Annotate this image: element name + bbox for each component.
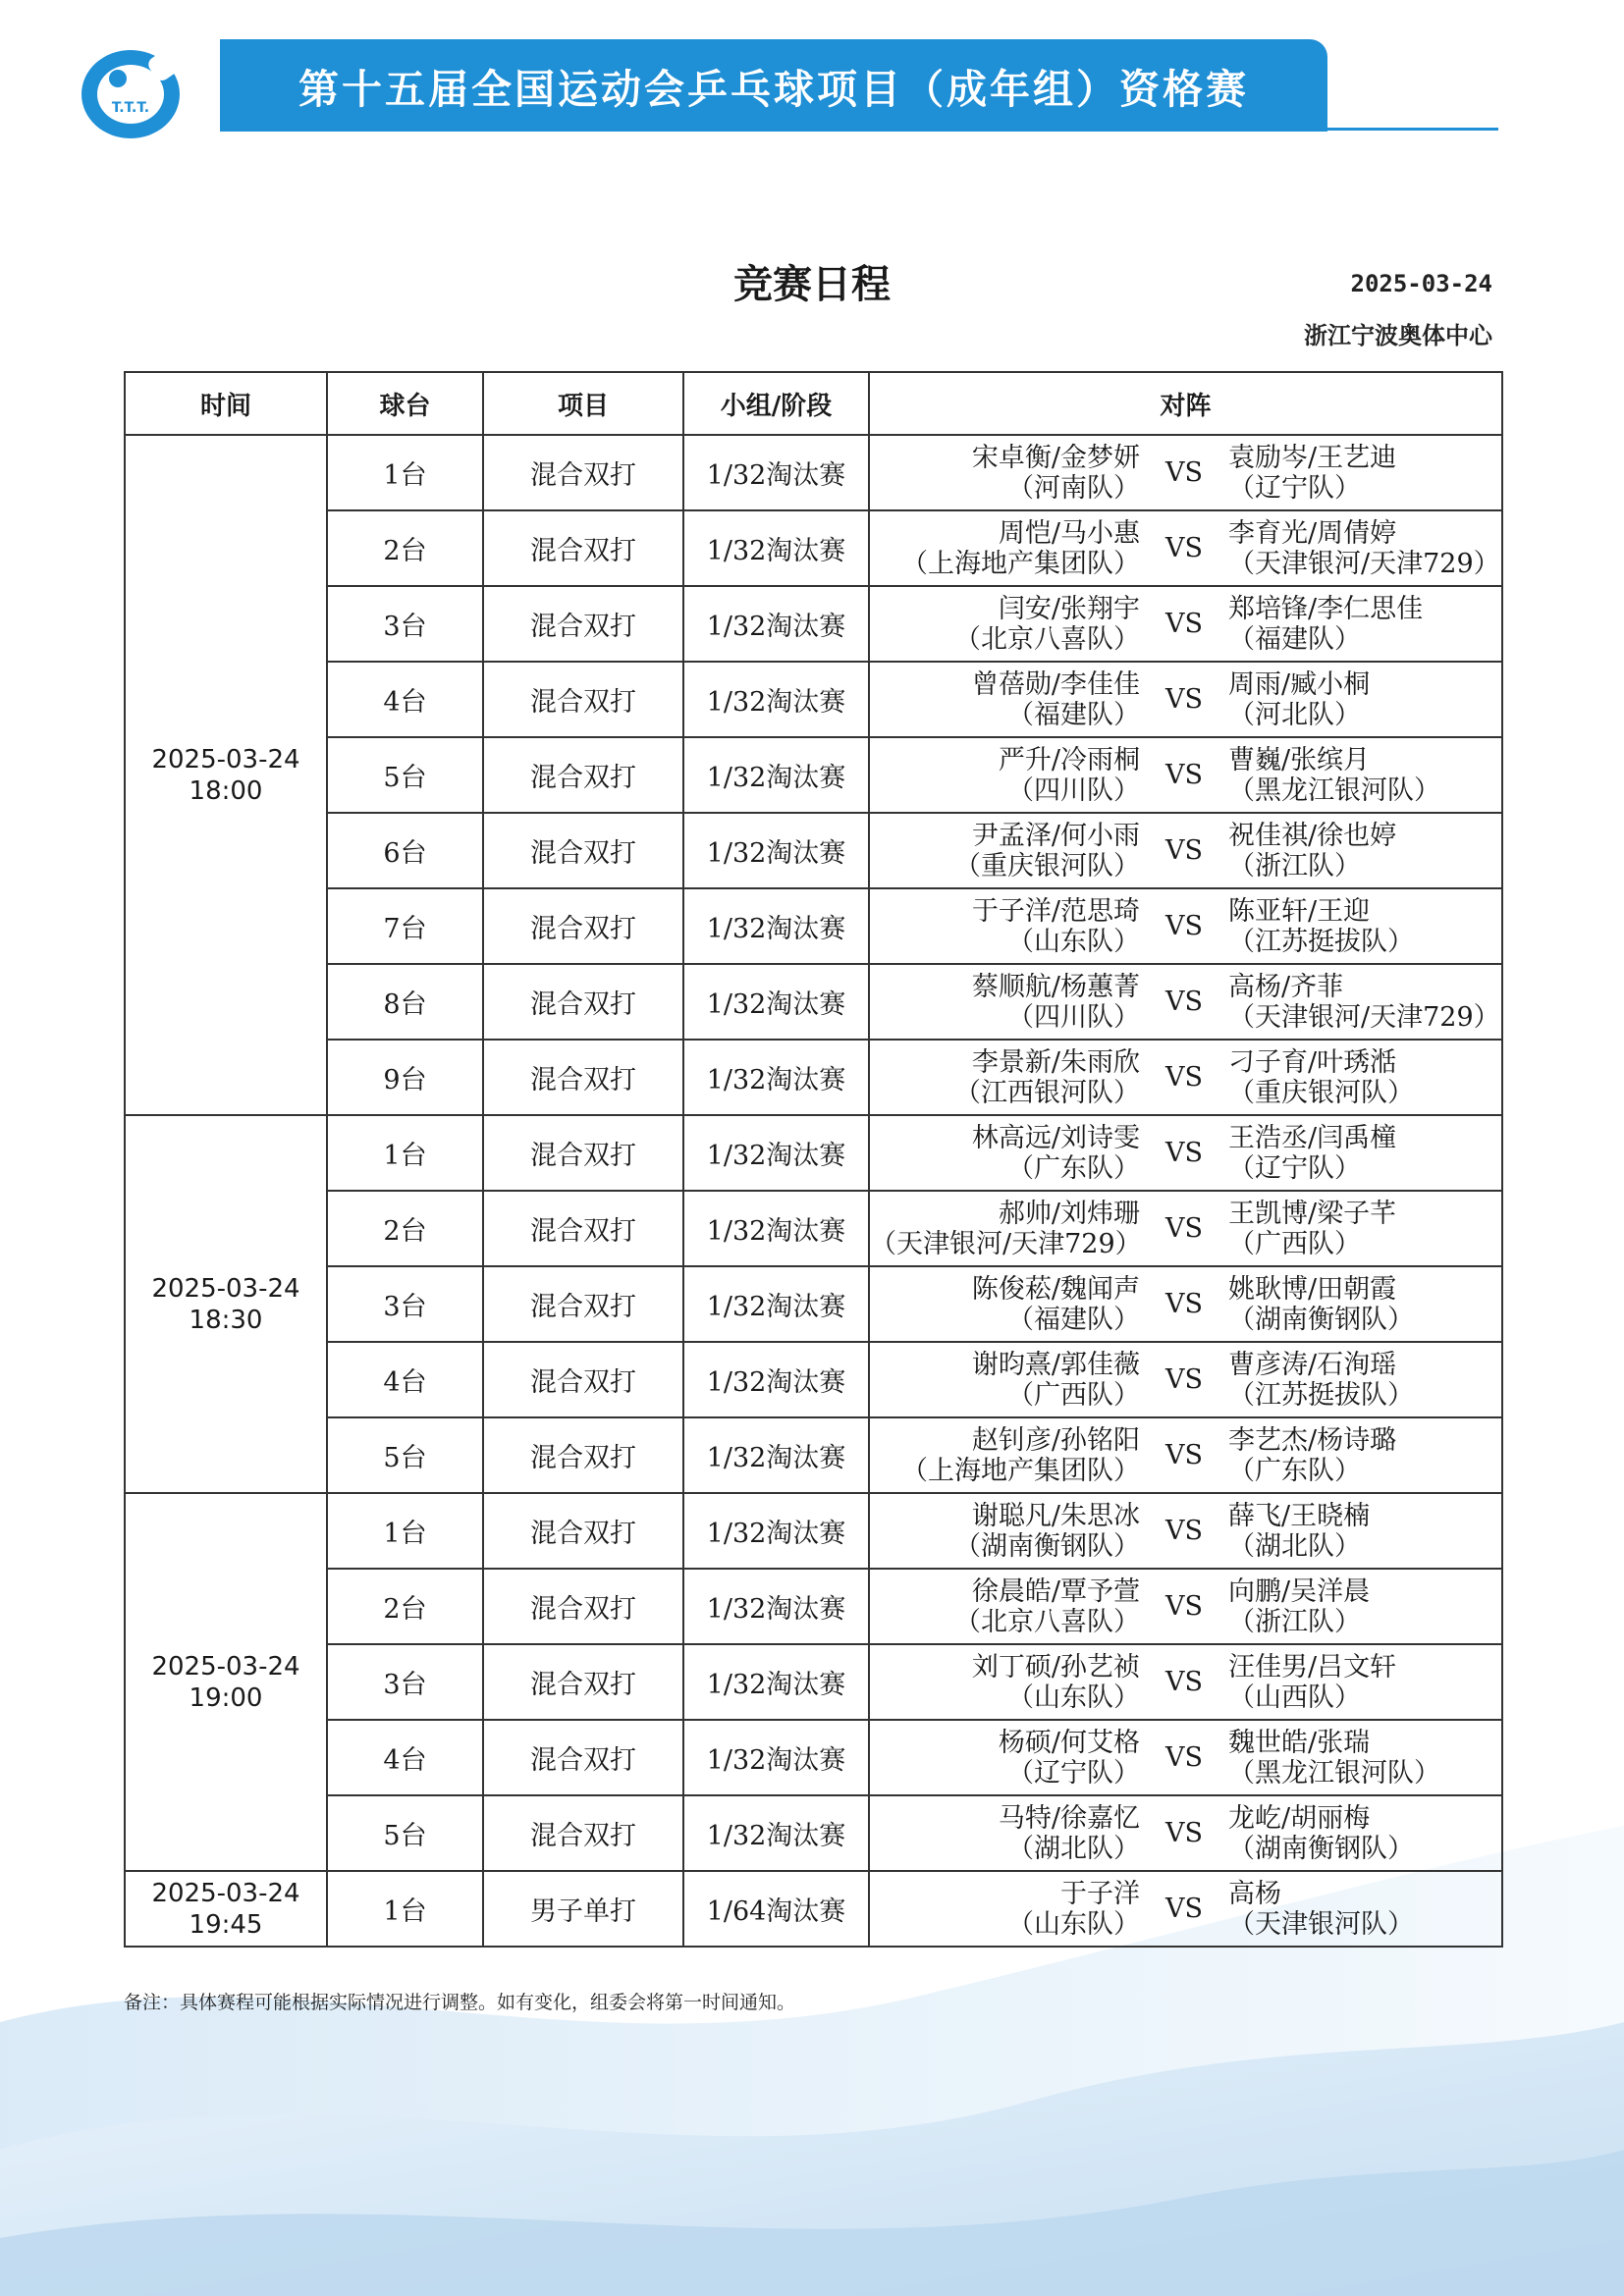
event-cell: 混合双打 [483,737,683,813]
matchup-cell [869,1417,1502,1493]
side-b-team: （湖北队） [1228,1530,1361,1562]
table-row [125,888,1502,964]
side-a-team: （河南队） [1007,472,1140,504]
table-number-cell: 5台 [327,1795,483,1871]
table-row [125,1115,1502,1191]
session-date: 2025-03-24 [151,1878,300,1908]
vs-label: VS [1165,760,1203,790]
event-cell: 混合双打 [483,1720,683,1795]
vs-label: VS [1165,911,1203,941]
table-number-cell: 8台 [327,964,483,1040]
table-row [125,1569,1502,1644]
schedule-table [124,371,1503,1948]
table-row [125,964,1502,1040]
table-number-cell: 1台 [327,1871,483,1947]
side-a-team: （重庆银河队） [954,850,1140,881]
table-number-cell: 4台 [327,1342,483,1417]
table-row [125,1871,1502,1947]
side-a [870,518,1140,579]
side-a [870,1652,1140,1713]
session-time-cell [125,435,327,1115]
stage-cell: 1/32淘汰赛 [683,1569,869,1644]
stage-cell: 1/32淘汰赛 [683,1342,869,1417]
stage-cell: 1/32淘汰赛 [683,1266,869,1342]
side-a [870,1501,1140,1562]
side-a [870,972,1140,1033]
event-cell: 混合双打 [483,1417,683,1493]
side-b [1228,1425,1501,1486]
side-b-team: （山西队） [1228,1682,1361,1713]
side-a-players: 赵钊彦/孙铭阳 [971,1424,1140,1456]
table-number-cell: 2台 [327,1191,483,1266]
side-b-players: 郑培锋/李仁思佳 [1228,593,1424,624]
side-a-team: （山东队） [1007,1682,1140,1713]
table-row [125,1795,1502,1871]
session-date: 2025-03-24 [151,1651,300,1682]
event-cell: 混合双打 [483,1644,683,1720]
table-number-cell: 6台 [327,813,483,888]
event-cell: 混合双打 [483,1493,683,1569]
session-date: 2025-03-24 [151,1273,300,1304]
session-time: 18:30 [189,1305,263,1335]
vs-label: VS [1165,1591,1203,1622]
stage-cell: 1/32淘汰赛 [683,1720,869,1795]
side-a-players: 曾蓓勋/李佳佳 [971,668,1140,700]
side-b [1228,821,1501,881]
column-header: 时间 [125,372,327,435]
matchup-cell [869,1644,1502,1720]
document-title: 竞赛日程 [733,262,891,307]
side-b-players: 高杨/齐菲 [1228,971,1344,1002]
side-b-team: （浙江队） [1228,850,1361,881]
matchup-cell [869,964,1502,1040]
stage-cell: 1/32淘汰赛 [683,964,869,1040]
matchup-cell [869,435,1502,510]
table-row [125,1191,1502,1266]
matchup [870,1494,1501,1568]
side-a-team: （广西队） [1007,1379,1140,1411]
stage-cell: 1/32淘汰赛 [683,1493,869,1569]
vs-label: VS [1165,533,1203,563]
matchup [870,1343,1501,1416]
side-a-team: （广东队） [1007,1152,1140,1184]
matchup [870,436,1501,509]
matchup [870,1041,1501,1114]
side-a [870,745,1140,806]
side-a [870,1425,1140,1486]
side-a [870,1728,1140,1789]
side-b [1228,1803,1501,1864]
schedule-body [125,435,1502,1947]
side-a-players: 谢昀熹/郭佳薇 [971,1349,1140,1380]
event-cell: 混合双打 [483,1191,683,1266]
svg-text:T.T.T.: T.T.T. [111,100,150,116]
vs-label: VS [1165,1818,1203,1848]
table-number-cell: 9台 [327,1040,483,1115]
side-b-players: 向鹏/吴洋晨 [1228,1575,1371,1607]
column-header: 项目 [483,372,683,435]
side-b [1228,518,1501,579]
vs-label: VS [1165,1138,1203,1168]
side-a [870,1879,1140,1940]
side-b-players: 祝佳祺/徐也婷 [1228,820,1397,851]
side-b-players: 刁子育/叶琇湉 [1228,1046,1397,1078]
matchup [870,1570,1501,1643]
matchup-cell [869,1115,1502,1191]
side-a-players: 刘丁硕/孙艺祯 [971,1651,1140,1682]
side-b-team: （辽宁队） [1228,1152,1361,1184]
matchup-cell [869,662,1502,737]
side-a-team: （北京八喜队） [954,623,1140,655]
side-a-players: 林高远/刘诗雯 [971,1122,1140,1153]
side-b-players: 王浩丞/闫禹橦 [1228,1122,1397,1153]
vs-label: VS [1165,835,1203,866]
matchup-cell [869,1342,1502,1417]
side-a-team: （四川队） [1007,1001,1140,1033]
side-b-team: （重庆银河队） [1228,1077,1414,1108]
vs-label: VS [1165,1667,1203,1697]
event-cell: 混合双打 [483,586,683,662]
vs-label: VS [1165,1289,1203,1319]
event-cell: 混合双打 [483,1342,683,1417]
column-header: 小组/阶段 [683,372,869,435]
vs-label: VS [1165,1894,1203,1924]
side-b-team: （天津银河/天津729） [1228,548,1500,579]
side-b-players: 陈亚轩/王迎 [1228,895,1371,927]
table-row [125,435,1502,510]
matchup [870,1796,1501,1870]
side-b [1228,1274,1501,1335]
matchup-cell [869,1569,1502,1644]
side-b-team: （天津银河/天津729） [1228,1001,1500,1033]
table-number-cell: 2台 [327,510,483,586]
session-time-cell [125,1871,327,1947]
side-b [1228,669,1501,730]
side-b [1228,1123,1501,1184]
table-number-cell: 1台 [327,1493,483,1569]
table-number-cell: 5台 [327,737,483,813]
side-a-players: 陈俊菘/魏闻声 [971,1273,1140,1305]
vs-label: VS [1165,987,1203,1017]
document-venue: 浙江宁波奥体中心 [1304,322,1492,349]
side-b [1228,1350,1501,1411]
side-a-players: 宋卓衡/金梦妍 [971,442,1140,473]
side-a [870,1576,1140,1637]
side-b [1228,896,1501,957]
matchup-cell [869,510,1502,586]
side-b-team: （湖南衡钢队） [1228,1304,1414,1335]
table-row [125,737,1502,813]
table-header-row [125,372,1502,435]
side-a-players: 闫安/张翔宇 [998,593,1140,624]
side-a-team: （辽宁队） [1007,1757,1140,1789]
side-a [870,594,1140,655]
stage-cell: 1/32淘汰赛 [683,435,869,510]
side-b-players: 王凯博/梁子芊 [1228,1198,1397,1229]
matchup-cell [869,737,1502,813]
side-a-team: （天津银河/天津729） [870,1228,1142,1259]
side-a [870,1274,1140,1335]
side-a-team: （湖南衡钢队） [954,1530,1140,1562]
table-number-cell: 4台 [327,1720,483,1795]
vs-label: VS [1165,457,1203,488]
side-a-players: 李景新/朱雨欣 [971,1046,1140,1078]
vs-label: VS [1165,1364,1203,1395]
vs-label: VS [1165,1062,1203,1093]
table-number-cell: 4台 [327,662,483,737]
side-b-team: （湖南衡钢队） [1228,1833,1414,1864]
side-b [1228,745,1501,806]
side-a-players: 马特/徐嘉忆 [998,1802,1140,1834]
matchup-cell [869,586,1502,662]
side-a-team: （山东队） [1007,1908,1140,1940]
event-cell: 混合双打 [483,964,683,1040]
side-a [870,1199,1140,1259]
stage-cell: 1/32淘汰赛 [683,586,869,662]
side-b-players: 曹彦涛/石洵瑶 [1228,1349,1397,1380]
side-b-team: （河北队） [1228,699,1361,730]
side-a-team: （上海地产集团队） [901,1455,1140,1486]
table-number-cell: 3台 [327,1644,483,1720]
side-a-players: 蔡顺航/杨蕙菁 [971,971,1140,1002]
matchup-cell [869,1795,1502,1871]
table-row [125,813,1502,888]
event-cell: 混合双打 [483,1569,683,1644]
side-a-team: （福建队） [1007,699,1140,730]
event-cell: 混合双打 [483,813,683,888]
event-cell: 混合双打 [483,662,683,737]
side-a [870,1803,1140,1864]
side-b-team: （天津银河队） [1228,1908,1414,1940]
table-row [125,1266,1502,1342]
matchup-cell [869,813,1502,888]
side-a-team: （上海地产集团队） [901,548,1140,579]
side-a-team: （福建队） [1007,1304,1140,1335]
table-number-cell: 7台 [327,888,483,964]
vs-label: VS [1165,609,1203,639]
side-b-players: 李育光/周倩婷 [1228,517,1397,549]
matchup [870,1418,1501,1492]
table-number-cell: 1台 [327,1115,483,1191]
stage-cell: 1/32淘汰赛 [683,1115,869,1191]
side-a [870,1123,1140,1184]
side-b [1228,1652,1501,1713]
side-b-players: 袁励岑/王艺迪 [1228,442,1397,473]
table-number-cell: 5台 [327,1417,483,1493]
side-b-team: （江苏挺拔队） [1228,926,1414,957]
table-number-cell: 3台 [327,586,483,662]
side-a-team: （四川队） [1007,774,1140,806]
event-cell: 混合双打 [483,1795,683,1871]
matchup [870,965,1501,1039]
matchup [870,738,1501,812]
side-a-team: （北京八喜队） [954,1606,1140,1637]
side-b-team: （辽宁队） [1228,472,1361,504]
table-row [125,1493,1502,1569]
event-cell: 混合双打 [483,888,683,964]
stage-cell: 1/32淘汰赛 [683,510,869,586]
vs-label: VS [1165,1742,1203,1773]
side-a-players: 于子洋 [1060,1878,1140,1909]
table-row [125,1720,1502,1795]
stage-cell: 1/32淘汰赛 [683,1191,869,1266]
stage-cell: 1/32淘汰赛 [683,1040,869,1115]
header-title: 第十五届全国运动会乒乓球项目（成年组）资格赛 [298,65,1249,113]
table-row [125,1342,1502,1417]
side-a-players: 严升/冷雨桐 [998,744,1140,775]
side-b-players: 周雨/臧小桐 [1228,668,1371,700]
side-b-team: （黑龙江银河队） [1228,774,1440,806]
table-tennis-logo-icon [79,43,192,141]
side-a-players: 周恺/马小惠 [998,517,1140,549]
matchup [870,814,1501,887]
column-header: 球台 [327,372,483,435]
matchup-cell [869,1191,1502,1266]
matchup [870,1192,1501,1265]
event-cell: 混合双打 [483,1115,683,1191]
matchup [870,511,1501,585]
side-a-players: 徐晨皓/覃予萱 [971,1575,1140,1607]
table-row [125,662,1502,737]
side-b [1228,1501,1501,1562]
table-number-cell: 2台 [327,1569,483,1644]
table-row [125,510,1502,586]
vs-label: VS [1165,684,1203,715]
matchup [870,889,1501,963]
side-b [1228,1047,1501,1108]
side-b [1228,1879,1501,1940]
stage-cell: 1/32淘汰赛 [683,737,869,813]
side-a [870,1350,1140,1411]
side-b-players: 薛飞/王晓楠 [1228,1500,1371,1531]
side-b-team: （江苏挺拔队） [1228,1379,1414,1411]
matchup-cell [869,1871,1502,1947]
side-b [1228,1199,1501,1259]
document-date: 2025-03-24 [1350,270,1492,297]
session-time-cell [125,1115,327,1493]
table-number-cell: 3台 [327,1266,483,1342]
stage-cell: 1/32淘汰赛 [683,662,869,737]
matchup-cell [869,1040,1502,1115]
event-cell: 混合双打 [483,1040,683,1115]
side-a-team: （湖北队） [1007,1833,1140,1864]
side-b-team: （广西队） [1228,1228,1361,1259]
matchup-cell [869,888,1502,964]
stage-cell: 1/32淘汰赛 [683,1417,869,1493]
side-b-players: 龙屹/胡丽梅 [1228,1802,1371,1834]
vs-label: VS [1165,1440,1203,1470]
matchup [870,1116,1501,1190]
side-b-team: （福建队） [1228,623,1361,655]
column-header: 对阵 [869,372,1502,435]
table-row [125,1644,1502,1720]
stage-cell: 1/32淘汰赛 [683,1644,869,1720]
matchup [870,1267,1501,1341]
matchup [870,1645,1501,1719]
table-number-cell: 1台 [327,435,483,510]
side-a-players: 杨硕/何艾格 [998,1727,1140,1758]
side-a [870,443,1140,504]
matchup [870,1721,1501,1794]
event-cell: 混合双打 [483,510,683,586]
session-time: 19:00 [189,1682,263,1713]
session-date: 2025-03-24 [151,744,300,774]
matchup-cell [869,1720,1502,1795]
side-b-players: 高杨 [1228,1878,1281,1909]
table-row [125,586,1502,662]
vs-label: VS [1165,1213,1203,1244]
side-b-players: 汪佳男/吕文轩 [1228,1651,1397,1682]
stage-cell: 1/32淘汰赛 [683,1795,869,1871]
remark-note: 备注：具体赛程可能根据实际情况进行调整。如有变化，组委会将第一时间通知。 [124,1992,796,2013]
side-a-team: （山东队） [1007,926,1140,957]
session-time: 19:45 [189,1909,263,1940]
session-time-cell [125,1493,327,1871]
side-b [1228,1728,1501,1789]
side-a-players: 谢聪凡/朱思冰 [971,1500,1140,1531]
side-b-team: （广东队） [1228,1455,1361,1486]
side-b-players: 魏世皓/张瑞 [1228,1727,1371,1758]
side-b [1228,594,1501,655]
table-row [125,1040,1502,1115]
table-row [125,1417,1502,1493]
side-b-players: 姚耿博/田朝霞 [1228,1273,1397,1305]
matchup [870,1872,1501,1946]
side-b [1228,972,1501,1033]
side-b [1228,1576,1501,1637]
side-a [870,1047,1140,1108]
side-b-team: （浙江队） [1228,1606,1361,1637]
side-b [1228,443,1501,504]
event-cell: 男子单打 [483,1871,683,1947]
stage-cell: 1/32淘汰赛 [683,813,869,888]
matchup-cell [869,1493,1502,1569]
side-a [870,669,1140,730]
side-a [870,821,1140,881]
side-a [870,896,1140,957]
matchup [870,663,1501,736]
event-cell: 混合双打 [483,1266,683,1342]
stage-cell: 1/32淘汰赛 [683,888,869,964]
side-b-team: （黑龙江银河队） [1228,1757,1440,1789]
side-a-players: 尹孟泽/何小雨 [971,820,1140,851]
stage-cell: 1/64淘汰赛 [683,1871,869,1947]
matchup-cell [869,1266,1502,1342]
event-cell: 混合双打 [483,435,683,510]
side-a-team: （江西银河队） [954,1077,1140,1108]
vs-label: VS [1165,1516,1203,1546]
side-b-players: 曹巍/张缤月 [1228,744,1371,775]
side-b-players: 李艺杰/杨诗璐 [1228,1424,1397,1456]
side-a-players: 于子洋/范思琦 [971,895,1140,927]
matchup [870,587,1501,661]
session-time: 18:00 [189,775,263,806]
side-a-players: 郝帅/刘炜珊 [998,1198,1140,1229]
